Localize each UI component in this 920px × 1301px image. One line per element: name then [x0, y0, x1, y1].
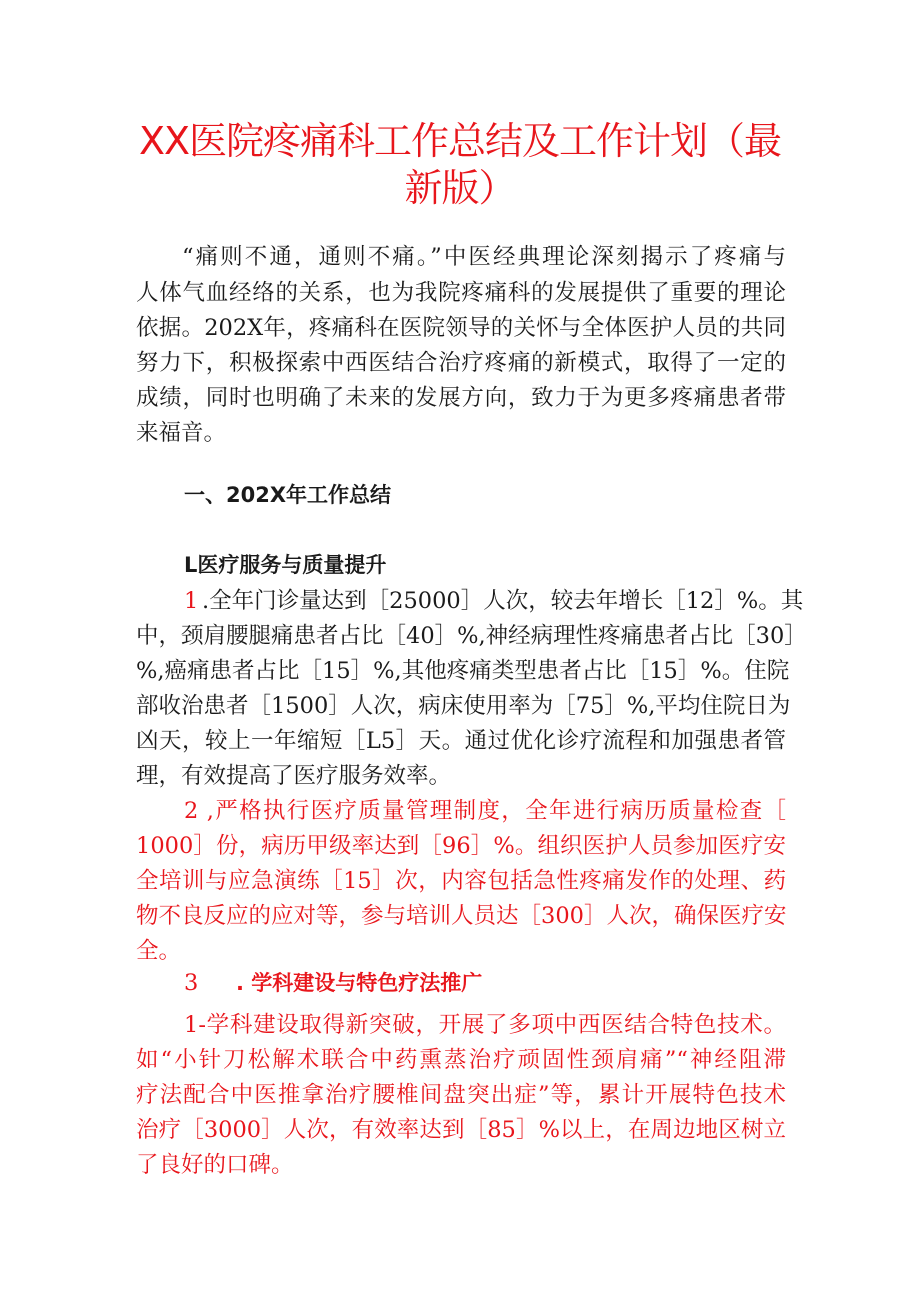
paragraph-line: .全年门诊量达到［25000］人次，较去年增长［12］%。其 [202, 588, 804, 614]
intro-line: 努力下，积极探索中西医结合治疗疼痛的新模式，取得了一定的 [136, 350, 786, 376]
intro-line: 成绩，同时也明确了未来的发展方向，致力于为更多疼痛患者带 [136, 385, 786, 411]
intro-line: 人体气血经络的关系，也为我院疼痛科的发展提供了重要的理论 [136, 280, 786, 306]
subsection-heading: L医疗服务与质量提升 [184, 553, 387, 577]
paragraph-line: 治疗［3000］人次，有效率达到［85］%以上，在周边地区树立 [136, 1117, 786, 1143]
paragraph-line: 物不良反应的应对等，参与培训人员达［300］人次，确保医疗安 [136, 903, 787, 929]
document-title-line-1: XX医院疼痛科工作总结及工作计划（最 [138, 119, 782, 163]
document-title-line-2: 新版） [404, 166, 516, 210]
intro-line: 来福音。 [136, 420, 227, 446]
section-heading: 一、202X年工作总结 [184, 483, 392, 507]
paragraph-line: 疗法配合中医推拿治疗腰椎间盘突出症”等，累计开展特色技术 [136, 1082, 786, 1108]
intro-line: 依据。202X年，疼痛科在医院领导的关怀与全体医护人员的共同 [136, 315, 786, 341]
paragraph-line: 全培训与应急演练［15］次，内容包括急性疼痛发作的处理、药 [136, 868, 786, 894]
paragraph-line: 部收治患者［1500］人次，病床使用率为［75］%,平均住院日为 [136, 693, 791, 719]
paragraph-line: 了良好的口碑。 [136, 1152, 294, 1178]
paragraph-line: 中，颈肩腰腿痛患者占比［40］%,神经病理性疼痛患者占比［30］ [136, 623, 807, 649]
paragraph-line: 如“小针刀松解术联合中药熏蒸治疗顽固性颈肩痛”“神经阻滞 [136, 1047, 786, 1073]
paragraph-line: 1-学科建设取得新突破，开展了多项中西医结合特色技术。 [184, 1012, 786, 1038]
subsection-heading: . 学科建设与特色疗法推广 [236, 971, 483, 995]
intro-line: “痛则不通，通则不痛。”中医经典理论深刻揭示了疼痛与 [182, 244, 786, 270]
paragraph-line: 1000］份，病历甲级率达到［96］%。组织医护人员参加医疗安 [136, 833, 786, 859]
item-number: 1 [184, 588, 199, 614]
paragraph-line: %,癌痛患者占比［15］%,其他疼痛类型患者占比［15］%。住院 [136, 658, 790, 684]
paragraph-line: 全。 [136, 938, 182, 964]
subsection-number: 3 [184, 970, 199, 996]
paragraph-line: 理，有效提高了医疗服务效率。 [136, 763, 452, 789]
paragraph-line: 凶天，较上一年缩短［L5］天。通过优化诊疗流程和加强患者管 [136, 728, 786, 754]
paragraph-line: 2 ,严格执行医疗质量管理制度，全年进行病历质量检查［ [184, 798, 786, 824]
